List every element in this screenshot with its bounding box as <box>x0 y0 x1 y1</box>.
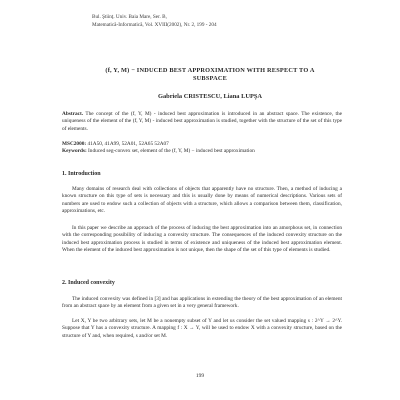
keywords-label: Keywords: <box>62 148 87 154</box>
section-heading-induced-convexity: 2. Induced convexity <box>62 280 115 286</box>
journal-line-2: Matematică-Informatică, Vol. XVIII(2002), Nr. 2, 199 - 204 <box>92 22 217 28</box>
journal-line-1: Bul. Ştiinţ. Univ. Baia Mare, Ser. B, <box>92 14 167 20</box>
page-number: 199 <box>195 373 205 379</box>
keywords-text: Induced seg-convex set, element of the (f, Y, M) − induced best approximation <box>88 148 255 154</box>
abstract-label: Abstract. <box>62 111 84 117</box>
induced-convexity-paragraph-2: Let X, Y be two arbitrary sets, let M be a nonempty subset of Y and let us consider the set valued mapping s : 2^Y → 2^Y. Suppose that Y has a convexity structure. A mapping f : X → Y, will be used to endow X with a convexity structure, based on the structure of Y and, when required, s and/or set M. <box>62 318 342 339</box>
msc-text: 41A50, 41A99, 52A01, 52A65 52A07 <box>87 141 169 147</box>
introduction-paragraph-1: Many domains of research deal with collections of objects that apparently have no structure. Then, a method of inducing a known structure on this type of sets is necessary and this is usually done by means of numerical descriptions. Various sets of numbers are used to endow such a collection of objects with a structure, which allows a comparison between them, classification, approximations, etc. <box>62 186 342 215</box>
abstract-block <box>62 111 342 133</box>
msc-label: MSC2000: <box>62 141 87 147</box>
induced-convexity-paragraph-1: The induced convexity was defined in [3] and has applications in extending the theory of the best approximation of an element from an abstract space by an element from a given set in a very general framework. <box>62 296 342 310</box>
journal-header <box>92 13 217 29</box>
paper-title: (f, Y, M) − INDUCED BEST APPROXIMATION WITH RESPECT TO A SUBSPACE <box>105 67 315 82</box>
keywords-block <box>62 148 342 155</box>
section-heading-introduction: 1. Introduction <box>62 171 101 177</box>
abstract-text: The concept of the (f, Y, M) - induced best approximation is introduced in an abstract space. The existence, the uniqueness of the element of the (f, Y, M) - induced best approximation is studied, together with the structure of the set of this type of elements. <box>62 111 342 132</box>
introduction-paragraph-2: In this paper we describe an approach of the process of inducing the best approximation into an amorphous set, in connection with the corresponding possibility of inducing a convexity structure. The consequences of the induced convexity structure on the induced best approximation process is studied in terms of existence and uniqueness of the induced best approximation element. When the element of the induced best approximation is not unique, then the shape of the set of this type of elements is studied. <box>62 225 342 254</box>
paper-authors: Gabriela CRISTESCU, Liana LUPŞA <box>157 93 263 100</box>
